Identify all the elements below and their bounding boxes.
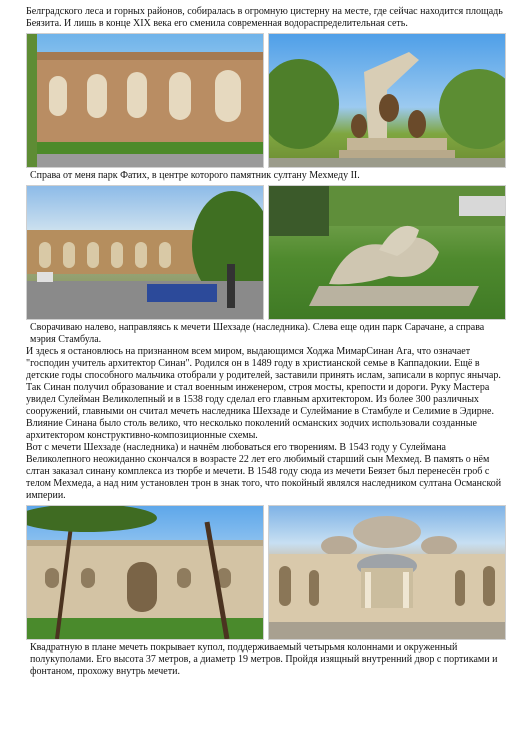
paragraph-sehzade: Вот с мечети Шехзаде (наследника) и начнём любоваться его творениям. В 1543 году у Сулеймана Великолепного неожиданно скончался в возрасте 22 лет его любимый старший сын Мехмед. В память о нём слтан заказал синану комплекса из тюрбе и мечети. В 1548 году сюда из мечети Беязет был перенесён гроб с телом Мехмеда, а над ним установлен трон в знак того, что покойный являлся наследником султана Османской империи. [26,442,502,501]
document-page [26,6,506,678]
caption-sehzade-turn: Сворачиваю налево, направляясь к мечети Шехзаде (наследника). Слева еще один парк Сарачане, а справа мэрия Стамбула. [30,322,485,345]
photo-lion-sculpture [268,185,506,320]
photo-mosque-facade [26,505,264,640]
photo-row-1 [26,33,506,168]
paragraph-sinan: И здесь я остановлюсь на признанном всем миром, выдающимся Ходжа МимарСинан Ага, что означает "господин учитель архитектор Синан". Родился он в 1489 году в христианской семье в Каппадокии. Ещё в детские годы способного мальчика отобрали у родителей, заставили принять ислам, записали в корпус янычар. Так Синан получил образование и стал военным инженером, строя мосты, крепости и дороги. Руку Мастера увидел Сулейман Великолепный и в 1538 году сделал его главным архитектором. Из более 300 различных сооружений, главными он считал мечеть наследника Шехзаде и Сулеймание в Стамбуле и Селимие в Эдирне. Влияние Синана было столь велико, что несколько поколений османских зодчих использовали созданные архитектором конструктивно-композиционные схемы. [26,346,501,441]
photo-aqueduct-street [26,185,264,320]
paragraph-intro: Белградского леса и горных районов, собиралась в огромную цистерну на месте, где сейчас находится площадь Беязита. И лишь в конце XIX века его сменила современная водораспределительная сеть. [26,6,503,29]
photo-mosque-courtyard [268,505,506,640]
photo-aqueduct-arches [26,33,264,168]
caption-mosque-dome: Квадратную в плане мечеть покрывает купол, поддерживаемый четырьмя колоннами и окруженный полукуполами. Его высота 37 метров, а диаметр 19 метров. Пройдя изящный внутренний двор с портиками и фонтаном, прохожу внутрь мечети. [30,642,498,677]
caption-fatih-park: Справа от меня парк Фатих, в центре которого памятник султану Мехмеду II. [30,170,360,181]
photo-row-2 [26,185,506,320]
photo-mehmed-monument [268,33,506,168]
photo-row-3 [26,505,506,640]
